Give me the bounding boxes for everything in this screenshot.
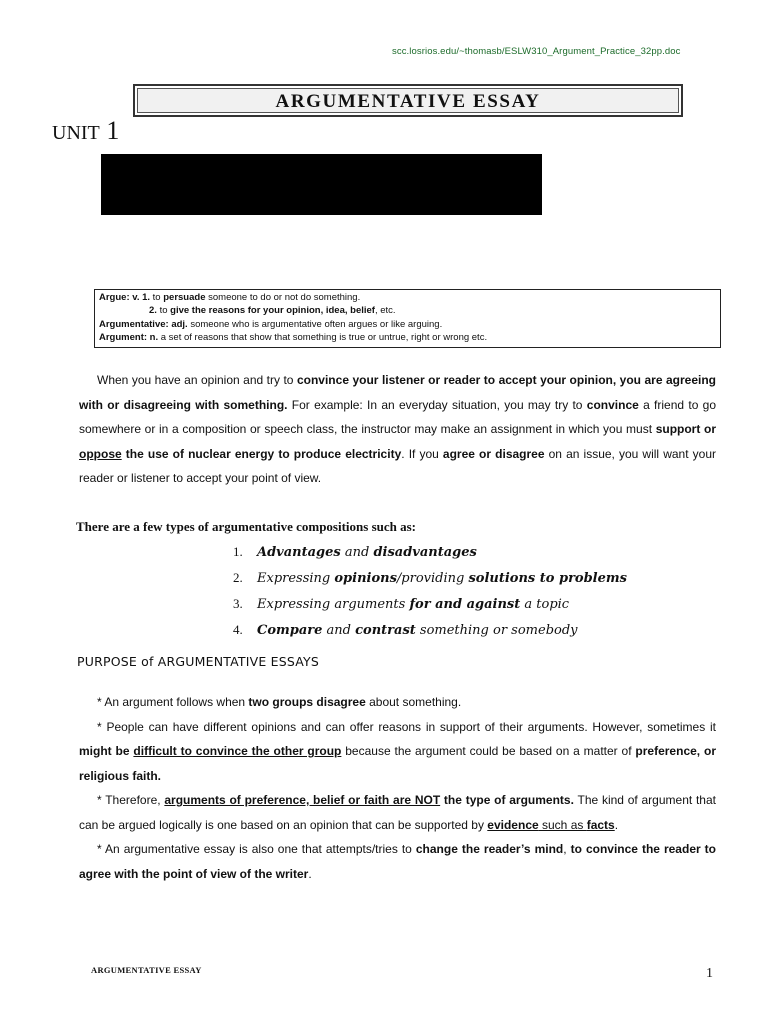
intro-text: on an issue, you will want your reader or listener to accept your point of view. <box>79 446 716 485</box>
list-item <box>233 591 627 617</box>
redacted-block <box>101 154 542 215</box>
purpose-text: . <box>308 866 312 881</box>
def-text: to <box>156 305 171 317</box>
purpose-bold: might be <box>79 744 134 758</box>
list-text: something or somebody <box>415 623 578 638</box>
intro-bold: convince <box>586 397 639 412</box>
purpose-underline: facts <box>586 817 615 832</box>
list-item <box>233 565 627 591</box>
def-text: a set of reasons that show that something is true or untrue, right or wrong etc. <box>158 332 488 344</box>
purpose-point <box>79 690 716 715</box>
list-number: 4. <box>233 622 243 637</box>
intro-bold: support or <box>655 422 717 436</box>
def-text: someone who is argumentative often argues or like arguing. <box>187 318 443 330</box>
list-text: Advantages <box>257 545 341 560</box>
list-text: Expressing arguments <box>257 597 410 612</box>
types-list <box>233 539 627 643</box>
unit-number: 1 <box>106 116 120 145</box>
list-text: Expressing <box>257 571 335 586</box>
purpose-underline: difficult to convince the other group <box>133 744 342 758</box>
def-text: to <box>150 292 164 303</box>
definitions-box <box>94 289 721 348</box>
list-text: and <box>340 545 374 560</box>
definition-argue <box>99 291 716 304</box>
list-text: /providing <box>396 571 469 586</box>
definition-argumentative <box>99 318 716 331</box>
list-text: Compare <box>257 623 323 638</box>
def-text: , etc. <box>374 305 396 317</box>
purpose-bold: the type of arguments. <box>440 793 574 807</box>
list-item <box>233 539 627 565</box>
intro-underline: oppose <box>79 446 122 461</box>
list-number: 2. <box>233 570 243 585</box>
list-number: 3. <box>233 596 243 611</box>
purpose-text: * Therefore, <box>97 793 165 807</box>
purpose-text: . <box>614 817 619 832</box>
intro-bold: the use of nuclear energy to produce electricity <box>121 446 402 461</box>
purpose-underline: such as <box>538 817 587 832</box>
purpose-text: The kind of argument that can be argued logically is one based on an opinion that can be supported by <box>79 793 716 832</box>
purpose-text: * People can have different opinions and can offer reasons in support of their arguments. However, sometimes it <box>97 719 716 734</box>
purpose-text: * An argument follows when <box>97 695 249 709</box>
list-text: solutions to problems <box>468 571 627 586</box>
title-box <box>133 84 683 117</box>
intro-text: a friend to go somewhere or in a composition or speech class, the instructor may make an assignment in which you must <box>79 397 717 436</box>
list-text: and <box>322 623 356 638</box>
def-term: Argument: n. <box>99 332 159 344</box>
def-bold: give the reasons for your opinion, idea, belief <box>170 305 375 317</box>
intro-bold: agree or disagree <box>442 446 545 461</box>
purpose-text: because the argument could be based on a matter of <box>341 744 636 758</box>
footer-title: ARGUMENTATIVE ESSAY <box>91 965 202 975</box>
unit-heading <box>52 116 119 146</box>
def-term: Argumentative: adj. <box>99 318 188 330</box>
intro-bold: convince your listener or reader to accept your opinion, you are agreeing with or disagreeing with something. <box>79 373 717 412</box>
purpose-text: * An argumentative essay is also one that attempts/tries to <box>97 842 416 856</box>
purpose-point <box>79 715 716 789</box>
purpose-underline: evidence <box>487 817 539 832</box>
def-num: 2. <box>149 305 157 317</box>
definition-argument <box>99 331 716 344</box>
list-text: a topic <box>520 597 570 612</box>
unit-label: UNIT <box>52 122 100 144</box>
purpose-paragraphs <box>79 690 716 886</box>
source-url[interactable]: scc.losrios.edu/~thomasb/ESLW310_Argument_Practice_32pp.doc <box>392 46 681 57</box>
purpose-bold: two groups disagree <box>248 695 366 709</box>
list-item <box>233 617 627 643</box>
list-text: contrast <box>355 623 416 638</box>
purpose-point <box>79 837 716 886</box>
def-text: someone to do or not do something. <box>205 292 361 303</box>
intro-paragraph <box>79 368 716 491</box>
def-bold: persuade <box>163 292 206 303</box>
intro-text: . If you <box>401 446 443 461</box>
list-text: opinions <box>334 571 397 586</box>
purpose-text: about something. <box>365 695 462 709</box>
types-lead: There are a few types of argumentative compositions such as: <box>76 519 417 534</box>
intro-text: When you have an opinion and try to <box>97 373 297 387</box>
intro-text: For example: In an everyday situation, you may try to <box>287 397 587 412</box>
purpose-text: , <box>563 842 571 856</box>
purpose-underline: arguments of preference, belief or faith are NOT <box>164 793 441 807</box>
definition-argue-2 <box>99 304 716 317</box>
def-term: Argue: v. 1. <box>99 292 151 303</box>
purpose-bold: to convince the reader to agree with the point of view of the writer <box>79 842 716 881</box>
list-text: disadvantages <box>373 545 477 560</box>
purpose-bold: change the reader’s mind <box>415 842 564 856</box>
list-number: 1. <box>233 544 243 559</box>
list-text: for and against <box>409 597 521 612</box>
purpose-bold: preference, or religious faith. <box>79 744 716 783</box>
document-title: ARGUMENTATIVE ESSAY <box>275 91 541 112</box>
purpose-point <box>79 788 716 837</box>
page-number: 1 <box>706 966 713 981</box>
purpose-heading: PURPOSE of ARGUMENTATIVE ESSAYS <box>77 654 320 669</box>
